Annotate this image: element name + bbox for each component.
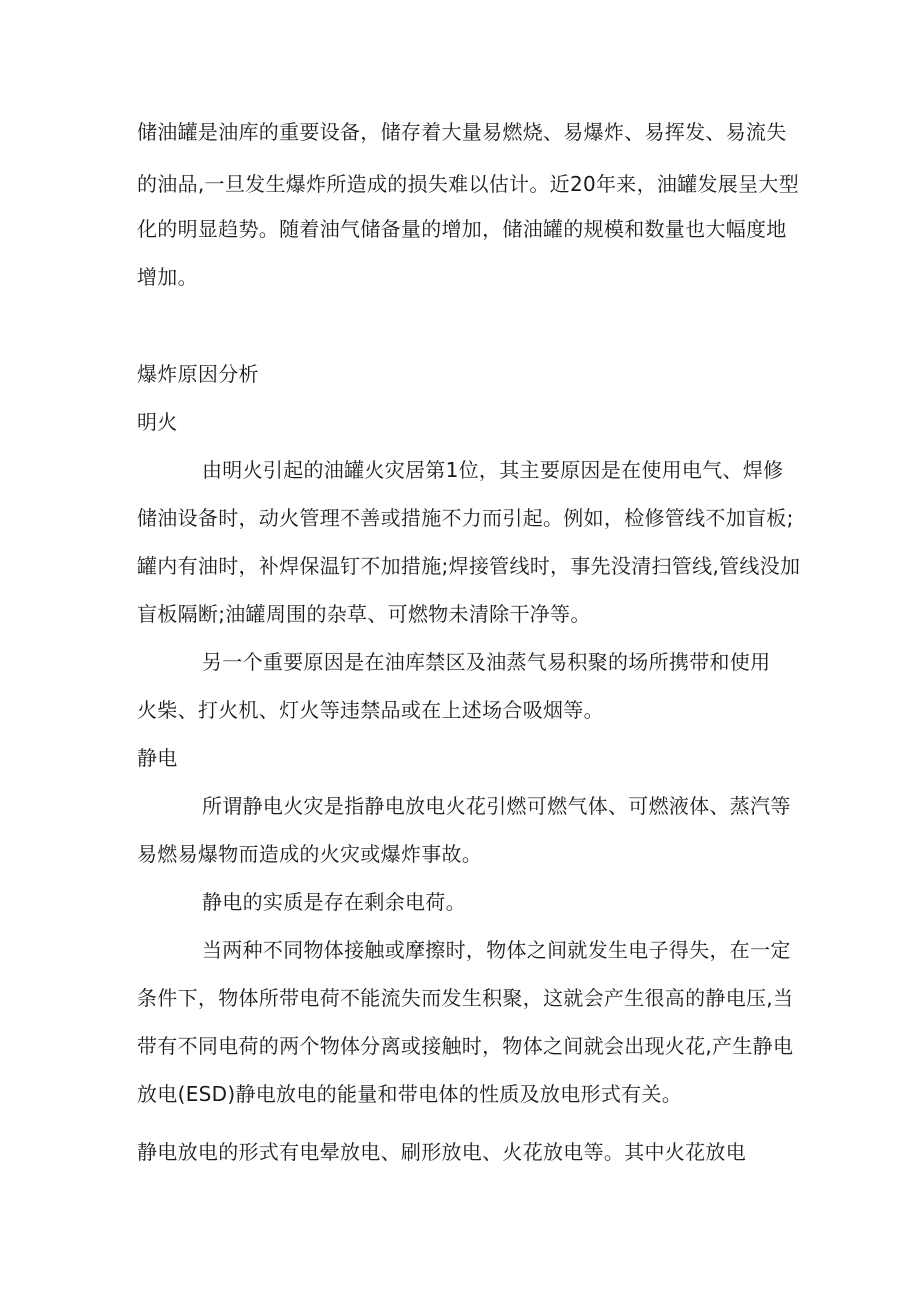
- intro-line-1: 储油罐是油库的重要设备，储存着大量易燃烧、易爆炸、易挥发、易流失: [137, 120, 787, 144]
- open-fire-para2-line-1: 另一个重要原因是在油库禁区及油蒸气易积聚的场所携带和使用: [202, 650, 771, 674]
- open-fire-para1-line-2: 储油设备时，动火管理不善或措施不力而引起。例如，检修管线不加盲板;: [137, 506, 794, 530]
- static-para3-line-2: 条件下，物体所带电荷不能流失而发生积聚，这就会产生很高的静电压,当: [137, 986, 794, 1010]
- static-para3-line-1: 当两种不同物体接触或摩擦时，物体之间就发生电子得失，在一定: [202, 938, 791, 962]
- static-para1-line-1: 所谓静电火灾是指静电放电火花引燃可燃气体、可燃液体、蒸汽等: [202, 794, 791, 818]
- static-para4-line-1: 静电放电的形式有电晕放电、刷形放电、火花放电等。其中火花放电: [137, 1140, 746, 1164]
- open-fire-para1-line-3: 罐内有油时，补焊保温钉不加措施;焊接管线时，事先没清扫管线,管线没加: [137, 554, 801, 578]
- open-fire-para1-line-1: 由明火引起的油罐火灾居第1位，其主要原因是在使用电气、焊修: [202, 458, 784, 482]
- open-fire-para1-line-4: 盲板隔断;油罐周围的杂草、可燃物未清除干净等。: [137, 602, 591, 626]
- heading-static: 静电: [137, 746, 178, 770]
- static-para3-line-3: 带有不同电荷的两个物体分离或接触时，物体之间就会出现火花,产生静电: [137, 1034, 794, 1058]
- open-fire-para2-line-2: 火柴、打火机、灯火等违禁品或在上述场合吸烟等。: [137, 698, 604, 722]
- intro-line-4: 增加。: [137, 265, 198, 289]
- heading-open-fire: 明火: [137, 410, 178, 434]
- intro-line-3: 化的明显趋势。随着油气储备量的增加，储油罐的规模和数量也大幅度地: [137, 217, 787, 241]
- static-para3-line-4: 放电(ESD)静电放电的能量和带电体的性质及放电形式有关。: [137, 1082, 683, 1106]
- static-para1-line-2: 易燃易爆物而造成的火灾或爆炸事故。: [137, 842, 483, 866]
- static-para2-line-1: 静电的实质是存在剩余电荷。: [202, 890, 466, 914]
- intro-line-2: 的油品,一旦发生爆炸所造成的损失难以估计。近20年来，油罐发展呈大型: [137, 172, 800, 196]
- section-title: 爆炸原因分析: [137, 362, 259, 386]
